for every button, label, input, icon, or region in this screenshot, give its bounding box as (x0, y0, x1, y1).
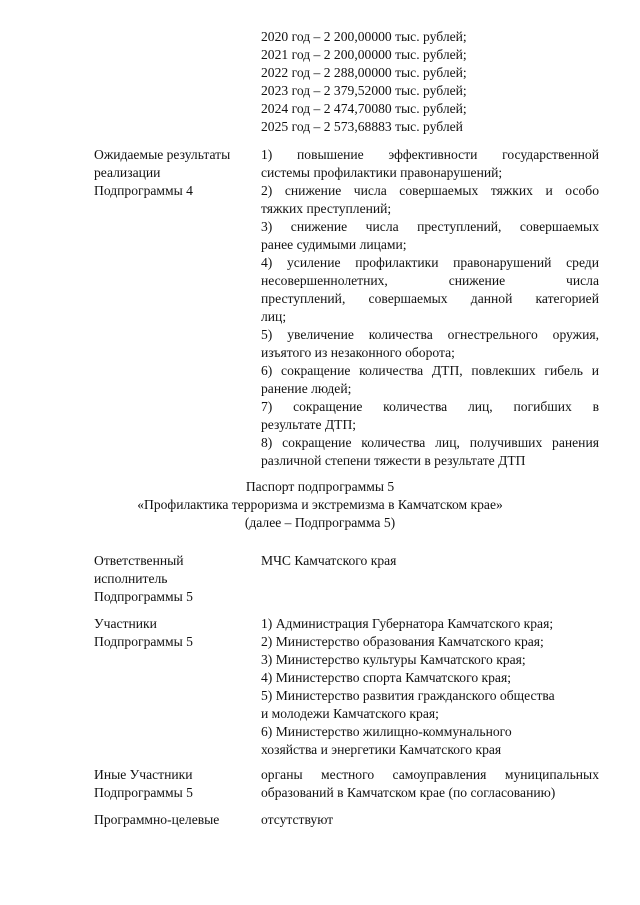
expected-result-line: 2) снижение числа совершаемых тяжких и особо (261, 183, 599, 198)
participants-label: Подпрограммы 5 (94, 634, 193, 649)
participant-line: 3) Министерство культуры Камчатского края; (261, 652, 526, 667)
expected-result-line: изъятого из незаконного оборота; (261, 345, 455, 360)
participant-line: 4) Министерство спорта Камчатского края; (261, 670, 511, 685)
expected-result-line: преступлений, совершаемых данной категорией (261, 291, 599, 306)
participant-line: 1) Администрация Губернатора Камчатского края; (261, 616, 554, 631)
expected-result-line: 5) увеличение количества огнестрельного оружия, (261, 327, 599, 342)
participant-line: 2) Министерство образования Камчатского края; (261, 634, 544, 649)
expected-result-line: ранее судимыми лицами; (261, 237, 407, 252)
expected-result-line: тяжких преступлений; (261, 201, 392, 216)
funding-line: 2022 год – 2 288,00000 тыс. рублей; (261, 65, 467, 80)
expected-results-label: реализации (94, 165, 161, 180)
expected-result-line: 4) усиление профилактики правонарушений среди (261, 255, 599, 270)
expected-result-line: 3) снижение числа преступлений, совершаемых (261, 219, 599, 234)
expected-result-line: лиц; (261, 309, 287, 324)
expected-results-label: Подпрограммы 4 (94, 183, 193, 198)
expected-result-line: ранение людей; (261, 381, 352, 396)
passport-note: (далее – Подпрограмма 5) (244, 515, 396, 530)
funding-line: 2025 год – 2 573,68883 тыс. рублей (261, 119, 463, 134)
participants-label: Участники (94, 616, 157, 631)
passport-subtitle: «Профилактика терроризма и экстремизма в Камчатском крае» (137, 497, 503, 512)
responsible-value: МЧС Камчатского края (261, 553, 397, 568)
responsible-label: исполнитель (94, 571, 168, 586)
other-participants-label: Иные Участники (94, 767, 193, 782)
expected-result-line: различной степени тяжести в результате ДТП (261, 453, 526, 468)
participant-line: 6) Министерство жилищно-коммунального (261, 724, 512, 739)
other-participants-label: Подпрограммы 5 (94, 785, 193, 800)
participant-line: и молодежи Камчатского края; (261, 706, 439, 721)
expected-result-line: 6) сокращение количества ДТП, повлекших гибель и (261, 363, 599, 378)
funding-line: 2020 год – 2 200,00000 тыс. рублей; (261, 29, 467, 44)
expected-result-line: 1) повышение эффективности государственной (261, 147, 599, 162)
participant-line: хозяйства и энергетики Камчатского края (261, 742, 502, 757)
expected-result-line: результате ДТП; (261, 417, 357, 432)
program-target-value: отсутствуют (261, 812, 334, 827)
expected-results-label: Ожидаемые результаты (94, 147, 231, 162)
other-participant-line: органы местного самоуправления муниципальных (261, 767, 599, 782)
funding-line: 2023 год – 2 379,52000 тыс. рублей; (261, 83, 467, 98)
expected-result-line: 7) сокращение количества лиц, погибших в (261, 399, 599, 414)
funding-line: 2024 год – 2 474,70080 тыс. рублей; (261, 101, 467, 116)
responsible-label: Ответственный (94, 553, 184, 568)
expected-result-line: несовершеннолетних, снижение числа (261, 273, 599, 288)
participant-line: 5) Министерство развития гражданского общества (261, 688, 555, 703)
funding-line: 2021 год – 2 200,00000 тыс. рублей; (261, 47, 467, 62)
program-target-label: Программно-целевые (94, 812, 220, 827)
passport-title: Паспорт подпрограммы 5 (245, 479, 395, 494)
expected-result-line: 8) сокращение количества лиц, получивших ранения (261, 435, 599, 450)
responsible-label: Подпрограммы 5 (94, 589, 193, 604)
expected-result-line: системы профилактики правонарушений; (261, 165, 503, 180)
other-participant-line: образований в Камчатском крае (по согласованию) (261, 785, 556, 800)
